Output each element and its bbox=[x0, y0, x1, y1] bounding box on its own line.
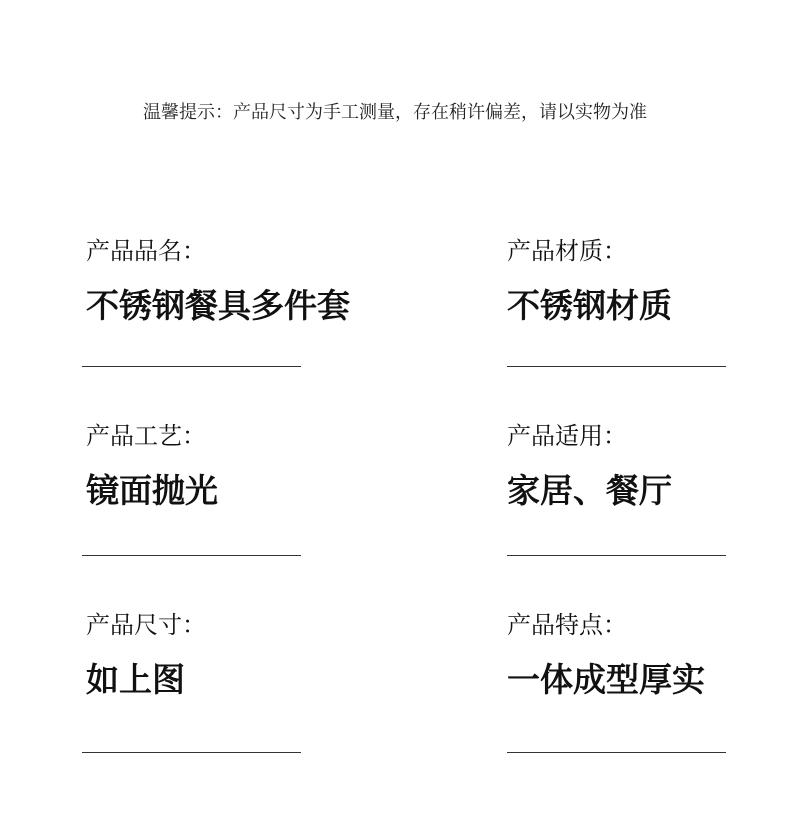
divider bbox=[82, 366, 301, 367]
spec-size bbox=[86, 610, 346, 700]
spec-label: 产品品名： bbox=[86, 237, 206, 265]
spec-value: 一体成型厚实 bbox=[507, 660, 705, 699]
divider bbox=[507, 555, 726, 556]
spec-feature bbox=[507, 610, 767, 700]
spec-value: 镜面抛光 bbox=[86, 471, 218, 510]
spec-label: 产品特点： bbox=[507, 611, 627, 639]
spec-usage bbox=[507, 421, 767, 511]
spec-label: 产品适用： bbox=[507, 422, 627, 450]
divider bbox=[507, 752, 726, 753]
spec-label: 产品尺寸： bbox=[86, 611, 206, 639]
spec-material bbox=[507, 236, 767, 326]
divider bbox=[82, 752, 301, 753]
spec-value: 不锈钢材质 bbox=[507, 286, 672, 325]
spec-label: 产品材质： bbox=[507, 237, 627, 265]
spec-label: 产品工艺： bbox=[86, 422, 206, 450]
spec-value: 家居、餐厅 bbox=[507, 471, 672, 510]
spec-product-name bbox=[86, 236, 350, 326]
notice-text: 温馨提示：产品尺寸为手工测量，存在稍许偏差，请以实物为准 bbox=[143, 102, 647, 123]
spec-craft bbox=[86, 421, 346, 511]
spec-value: 如上图 bbox=[86, 660, 185, 699]
divider bbox=[82, 555, 301, 556]
spec-value: 不锈钢餐具多件套 bbox=[86, 286, 350, 325]
divider bbox=[507, 366, 726, 367]
